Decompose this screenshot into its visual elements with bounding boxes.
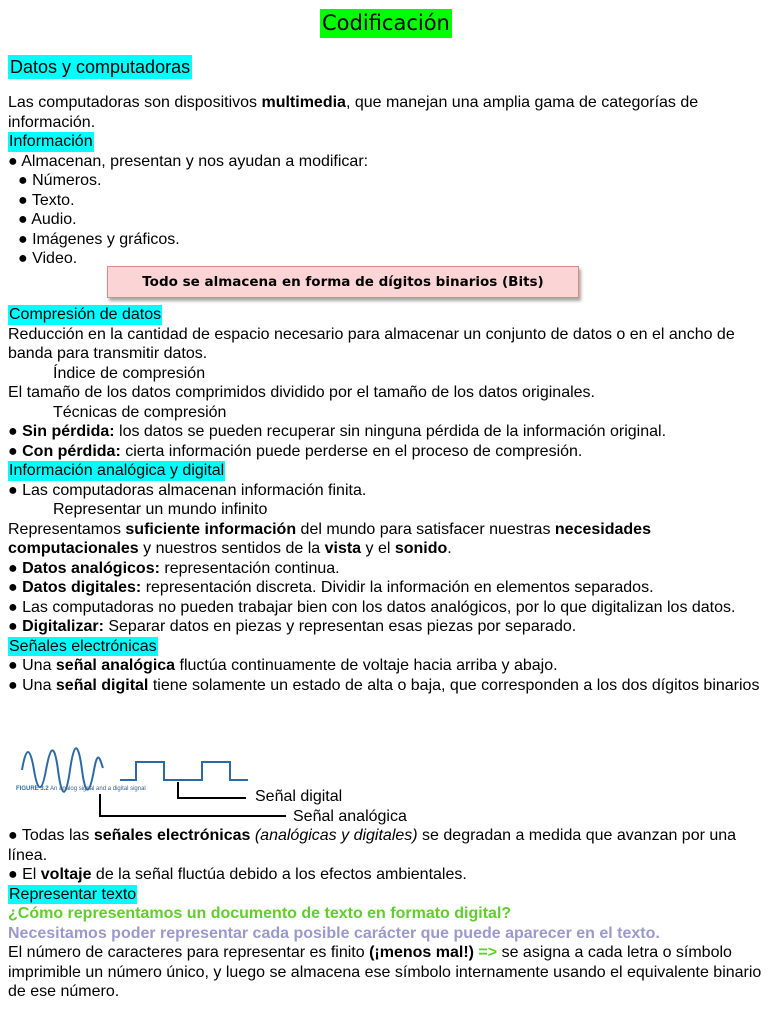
subheading-informacion: Información	[9, 133, 93, 150]
need-text: Necesitamos poder representar cada posible carácter que puede aparecer en el texto.	[8, 924, 660, 942]
bullet-no-pueden: ● Las computadoras no pueden trabajar bien con los datos analógicos, por lo que digitalizan los datos.	[8, 598, 736, 616]
section-heading-senales: Señales electrónicas	[9, 637, 157, 655]
list-item: ● Texto.	[18, 191, 75, 209]
compresion-definition: Reducción en la cantidad de espacio necesario para almacenar un conjunto de datos o en el ancho de banda para transmitir datos.	[8, 325, 735, 362]
binary-callout-box: Todo se almacena en forma de dígitos binarios (Bits)	[107, 266, 579, 298]
figure-caption: FIGURE 3.2 An analog signal and a digital signal	[16, 786, 146, 792]
list-item: ● Imágenes y gráficos.	[18, 230, 180, 248]
label-senal-digital: Señal digital	[255, 788, 343, 805]
page-title: Codificación	[320, 9, 452, 38]
list-item: ● Audio.	[18, 211, 77, 228]
finito-paragraph: El número de caracteres para representar es finito (¡menos mal!) => se asigna a cada letra o símbolo imprimible un número único, y luego se almacena ese símbolo internamente usando el equivalente binario de ese número.	[8, 944, 762, 1000]
section-datos-body	[8, 93, 764, 269]
bullet-finita: ● Las computadoras almacenan información finita.	[8, 481, 367, 499]
bracket-digital	[178, 782, 246, 798]
bullet-con-perdida: ● Con pérdida: cierta información puede perderse en el proceso de compresión.	[8, 442, 583, 460]
section-heading-compresion: Compresión de datos	[9, 306, 162, 323]
section-texto-body	[8, 826, 764, 1002]
label-senal-analogica: Señal analógica	[293, 808, 407, 825]
indice-definition: El tamaño de los datos comprimidos dividido por el tamaño de los datos originales.	[8, 384, 595, 401]
bullet-sin-perdida: ● Sin pérdida: los datos se pueden recuperar sin ninguna pérdida de la información original.	[8, 423, 667, 440]
subheading-representar: Representar un mundo infinito	[53, 501, 268, 518]
section-heading-texto: Representar texto	[9, 885, 137, 903]
section-compresion-body	[8, 305, 764, 695]
subheading-tecnicas: Técnicas de compresión	[53, 403, 227, 421]
bullet-digitalizar: ● Digitalizar: Separar datos en piezas y representan esas piezas por separado.	[8, 618, 577, 635]
digital-wave	[120, 762, 248, 780]
bullet-analogicos: ● Datos analógicos: representación continua.	[8, 559, 340, 577]
representamos-paragraph: Representamos suficiente información del mundo para satisfacer nuestras necesidades computacionales y nuestros sentidos de la vista y el sonido.	[8, 520, 651, 557]
list-item: ● Video.	[18, 250, 78, 267]
section-heading-analogica: Información analógica y digital	[9, 462, 225, 479]
bullet-voltaje: ● El voltaje de la señal fluctúa debido a los efectos ambientales.	[8, 866, 467, 883]
bullet-degradan: ● Todas las señales electrónicas (analógicas y digitales) se degradan a medida que avanzan por una línea.	[8, 827, 737, 864]
lead-bullet: ● Almacenan, presentan y nos ayudan a modificar:	[8, 152, 369, 170]
question-text: ¿Cómo representamos un documento de texto en formato digital?	[8, 905, 512, 922]
bullet-digitales: ● Datos digitales: representación discreta. Dividir la información en elementos separados.	[8, 579, 654, 596]
bullet-senal-digital: ● Una señal digital tiene solamente un estado de alta o baja, que corresponden a los dos dígitos binarios	[8, 676, 760, 694]
subheading-indice: Índice de compresión	[53, 364, 206, 382]
intro-paragraph: Las computadoras son dispositivos multimedia, que manejan una amplia gama de categorías de información.	[8, 94, 699, 131]
section-heading-datos: Datos y computadoras	[10, 57, 191, 77]
bullet-senal-analogica: ● Una señal analógica fluctúa continuamente de voltaje hacia arriba y abajo.	[8, 657, 558, 674]
list-item: ● Números.	[18, 172, 102, 189]
